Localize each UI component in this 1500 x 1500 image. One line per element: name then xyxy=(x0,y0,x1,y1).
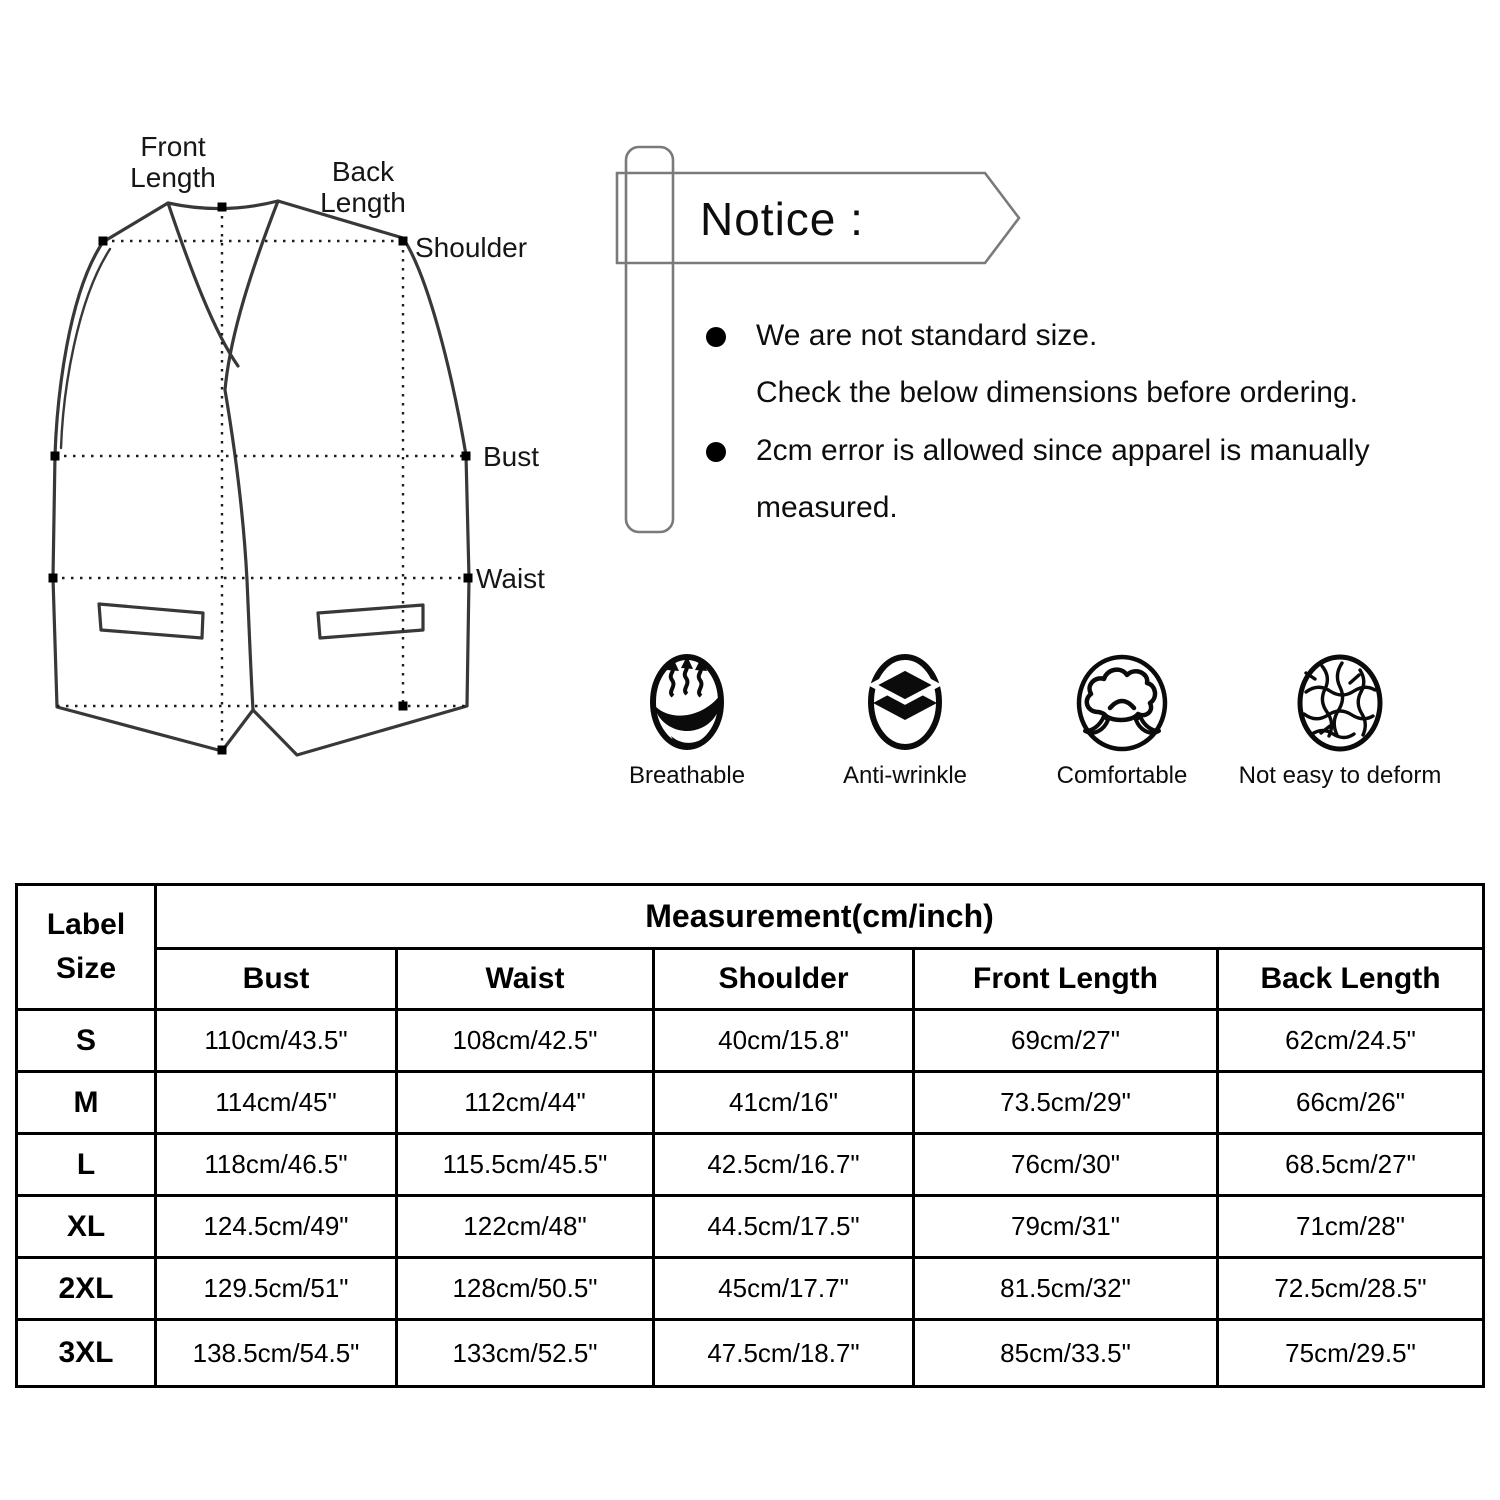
size-label: S xyxy=(17,1010,156,1072)
feature-label: Anti-wrinkle xyxy=(842,762,968,789)
table-row-xl xyxy=(17,1196,1484,1258)
size-label: 2XL xyxy=(17,1258,156,1320)
notice-bullet-1-line-1: We are not standard size. xyxy=(756,319,1098,352)
cell-bust: 114cm/45" xyxy=(156,1072,397,1134)
notice-bullet-1-line-2: Check the below dimensions before ordering. xyxy=(756,376,1359,409)
feature-label: Not easy to deform xyxy=(1238,762,1442,789)
notice-bullet-2-line-1: 2cm error is allowed since apparel is manually xyxy=(756,434,1370,467)
table-header-row-group xyxy=(17,885,1484,949)
notice-title: Notice : xyxy=(700,193,864,245)
cell-front-length: 85cm/33.5" xyxy=(914,1320,1218,1387)
size-label: XL xyxy=(17,1196,156,1258)
cell-back-length: 71cm/28" xyxy=(1218,1196,1484,1258)
cell-shoulder: 44.5cm/17.5" xyxy=(654,1196,914,1258)
cell-front-length: 76cm/30" xyxy=(914,1134,1218,1196)
table-row-s xyxy=(17,1010,1484,1072)
measurement-dots xyxy=(49,203,473,755)
breathable-icon xyxy=(627,652,747,756)
label-back-length: Back Length xyxy=(320,156,406,218)
bullet-icon xyxy=(706,327,726,347)
column-header-back-length: Back Length xyxy=(1218,949,1484,1010)
anti-wrinkle-icon xyxy=(845,652,965,756)
cell-waist: 108cm/42.5" xyxy=(397,1010,654,1072)
cell-bust: 124.5cm/49" xyxy=(156,1196,397,1258)
cell-waist: 128cm/50.5" xyxy=(397,1258,654,1320)
cell-bust: 138.5cm/54.5" xyxy=(156,1320,397,1387)
column-header-waist: Waist xyxy=(397,949,654,1010)
cell-waist: 112cm/44" xyxy=(397,1072,654,1134)
cell-back-length: 66cm/26" xyxy=(1218,1072,1484,1134)
cell-back-length: 62cm/24.5" xyxy=(1218,1010,1484,1072)
notice-bullet-2-line-2: measured. xyxy=(756,491,898,524)
label-front-length: Front Length xyxy=(130,131,216,193)
size-table xyxy=(15,883,1485,1388)
table-row-3xl xyxy=(17,1320,1484,1387)
cell-shoulder: 47.5cm/18.7" xyxy=(654,1320,914,1387)
cell-front-length: 81.5cm/32" xyxy=(914,1258,1218,1320)
feature-label: Comfortable xyxy=(1056,762,1188,789)
bullet-icon xyxy=(706,442,726,462)
table-row-l xyxy=(17,1134,1484,1196)
cell-back-length: 68.5cm/27" xyxy=(1218,1134,1484,1196)
feature-not-easy-to-deform xyxy=(1228,652,1452,790)
cell-shoulder: 40cm/15.8" xyxy=(654,1010,914,1072)
column-header-shoulder: Shoulder xyxy=(654,949,914,1010)
corner-header: Label Size xyxy=(17,885,156,1010)
cell-shoulder: 41cm/16" xyxy=(654,1072,914,1134)
table-header-row-columns xyxy=(17,949,1484,1010)
cell-waist: 133cm/52.5" xyxy=(397,1320,654,1387)
label-shoulder: Shoulder xyxy=(415,232,528,263)
cell-shoulder: 45cm/17.7" xyxy=(654,1258,914,1320)
cell-front-length: 69cm/27" xyxy=(914,1010,1218,1072)
vest-outline xyxy=(53,201,469,755)
cell-waist: 115.5cm/45.5" xyxy=(397,1134,654,1196)
cell-front-length: 73.5cm/29" xyxy=(914,1072,1218,1134)
comfortable-icon xyxy=(1062,652,1182,756)
feature-breathable xyxy=(575,652,799,790)
feature-label: Breathable xyxy=(628,762,746,789)
measurement-dashed-lines xyxy=(53,207,468,750)
column-header-front-length: Front Length xyxy=(914,949,1218,1010)
cell-bust: 110cm/43.5" xyxy=(156,1010,397,1072)
feature-comfortable xyxy=(1010,652,1234,790)
size-label: M xyxy=(17,1072,156,1134)
table-row-2xl xyxy=(17,1258,1484,1320)
cell-bust: 118cm/46.5" xyxy=(156,1134,397,1196)
notice-post xyxy=(626,147,673,532)
size-label: 3XL xyxy=(17,1320,156,1387)
feature-anti-wrinkle xyxy=(793,652,1017,790)
table-row-m xyxy=(17,1072,1484,1134)
cell-front-length: 79cm/31" xyxy=(914,1196,1218,1258)
size-label: L xyxy=(17,1134,156,1196)
label-bust: Bust xyxy=(483,441,540,472)
cell-back-length: 75cm/29.5" xyxy=(1218,1320,1484,1387)
measurement-header: Measurement(cm/inch) xyxy=(156,885,1484,949)
cell-shoulder: 42.5cm/16.7" xyxy=(654,1134,914,1196)
cell-bust: 129.5cm/51" xyxy=(156,1258,397,1320)
column-header-bust: Bust xyxy=(156,949,397,1010)
cell-waist: 122cm/48" xyxy=(397,1196,654,1258)
label-waist: Waist xyxy=(476,563,545,594)
not-easy-to-deform-icon xyxy=(1280,652,1400,756)
cell-back-length: 72.5cm/28.5" xyxy=(1218,1258,1484,1320)
